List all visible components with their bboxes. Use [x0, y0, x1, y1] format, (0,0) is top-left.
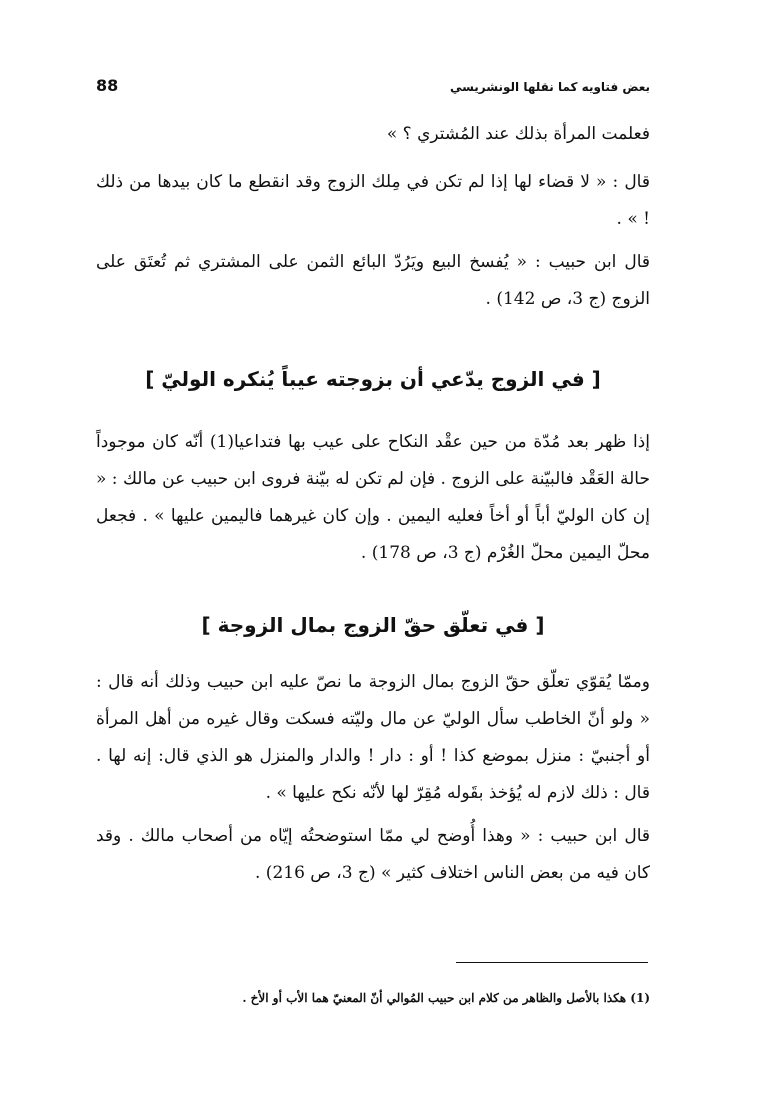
paragraph-6: [96, 818, 650, 892]
page-number: 88: [96, 76, 119, 95]
running-head: [96, 76, 650, 104]
paragraph-5-text: وممّا يُقوّي تعلّق حقّ الزوج بمال الزوجة ما نصّ عليه ابن حبيب وذلك أنه قال : « ولو أنّ الخاطب سأل الوليّ عن مال وليّته فسكت وقال غيره من أهل المرأة أو أجنبيّ : منزل بموضع كذا ! أو : دار ! والدار والمنزل هو الذي قال: إنه لها . قال : ذلك لازم له يُؤخذ بقَوله مُقِرّ لها لأنّه نكح عليها » .: [96, 672, 650, 803]
footnote: (1) هكذا بالأصل والظاهر من كلام ابن حبيب المُوالي أنّ المعنيّ هما الأب أو الأخ .: [242, 991, 650, 1005]
paragraph-3-text: قال ابن حبيب : « يُفسخ البيع ويَرُدّ البائع الثمن على المشتري ثم تُعتَق على الزوج (ج 3، ص 142) .: [96, 252, 650, 309]
footnote-divider: [456, 962, 648, 963]
paragraph-3: [96, 244, 650, 318]
section-heading-1: [ في الزوج يدّعي أن بزوجته عيباً يُنكره الوليّ ]: [145, 367, 601, 391]
paragraph-1: [96, 116, 650, 153]
paragraph-4-text: إذا ظهر بعد مُدّة من حين عقْد النكاح على عيب بها فتداعيا(1) أنّه كان موجوداً حالة العَقْد فالبيّنة على الزوج . فإن لم تكن له بيّنة فروى ابن حبيب عن مالك : « إن كان الوليّ أباً أو أخاً فعليه اليمين . وإن كان غيرهما فاليمين عليها » . فجعل محلّ اليمين محلّ الغُرْم (ج 3، ص 178) .: [96, 432, 650, 563]
paragraph-1-text: فعلمت المرأة بذلك عند المُشتري ؟ »: [386, 124, 650, 144]
running-title: بعض فتاويه كما نقلها الونشريسي: [449, 80, 650, 94]
paragraph-5: [96, 664, 650, 812]
section-heading-2: [ في تعلّق حقّ الزوج بمال الزوجة ]: [201, 613, 545, 637]
paragraph-2: [96, 164, 650, 238]
paragraph-4: [96, 424, 650, 572]
paragraph-6-text: قال ابن حبيب : « وهذا أُوضح لي ممّا استوضحتُه إيّاه من أصحاب مالك . وقد كان فيه من بعض الناس اختلاف كثير » (ج 3، ص 216) .: [96, 826, 650, 883]
paragraph-2-text: قال : « لا قضاء لها إذا لم تكن في مِلك الزوج وقد انقطع ما كان بيدها من ذلك ! » .: [96, 172, 650, 229]
